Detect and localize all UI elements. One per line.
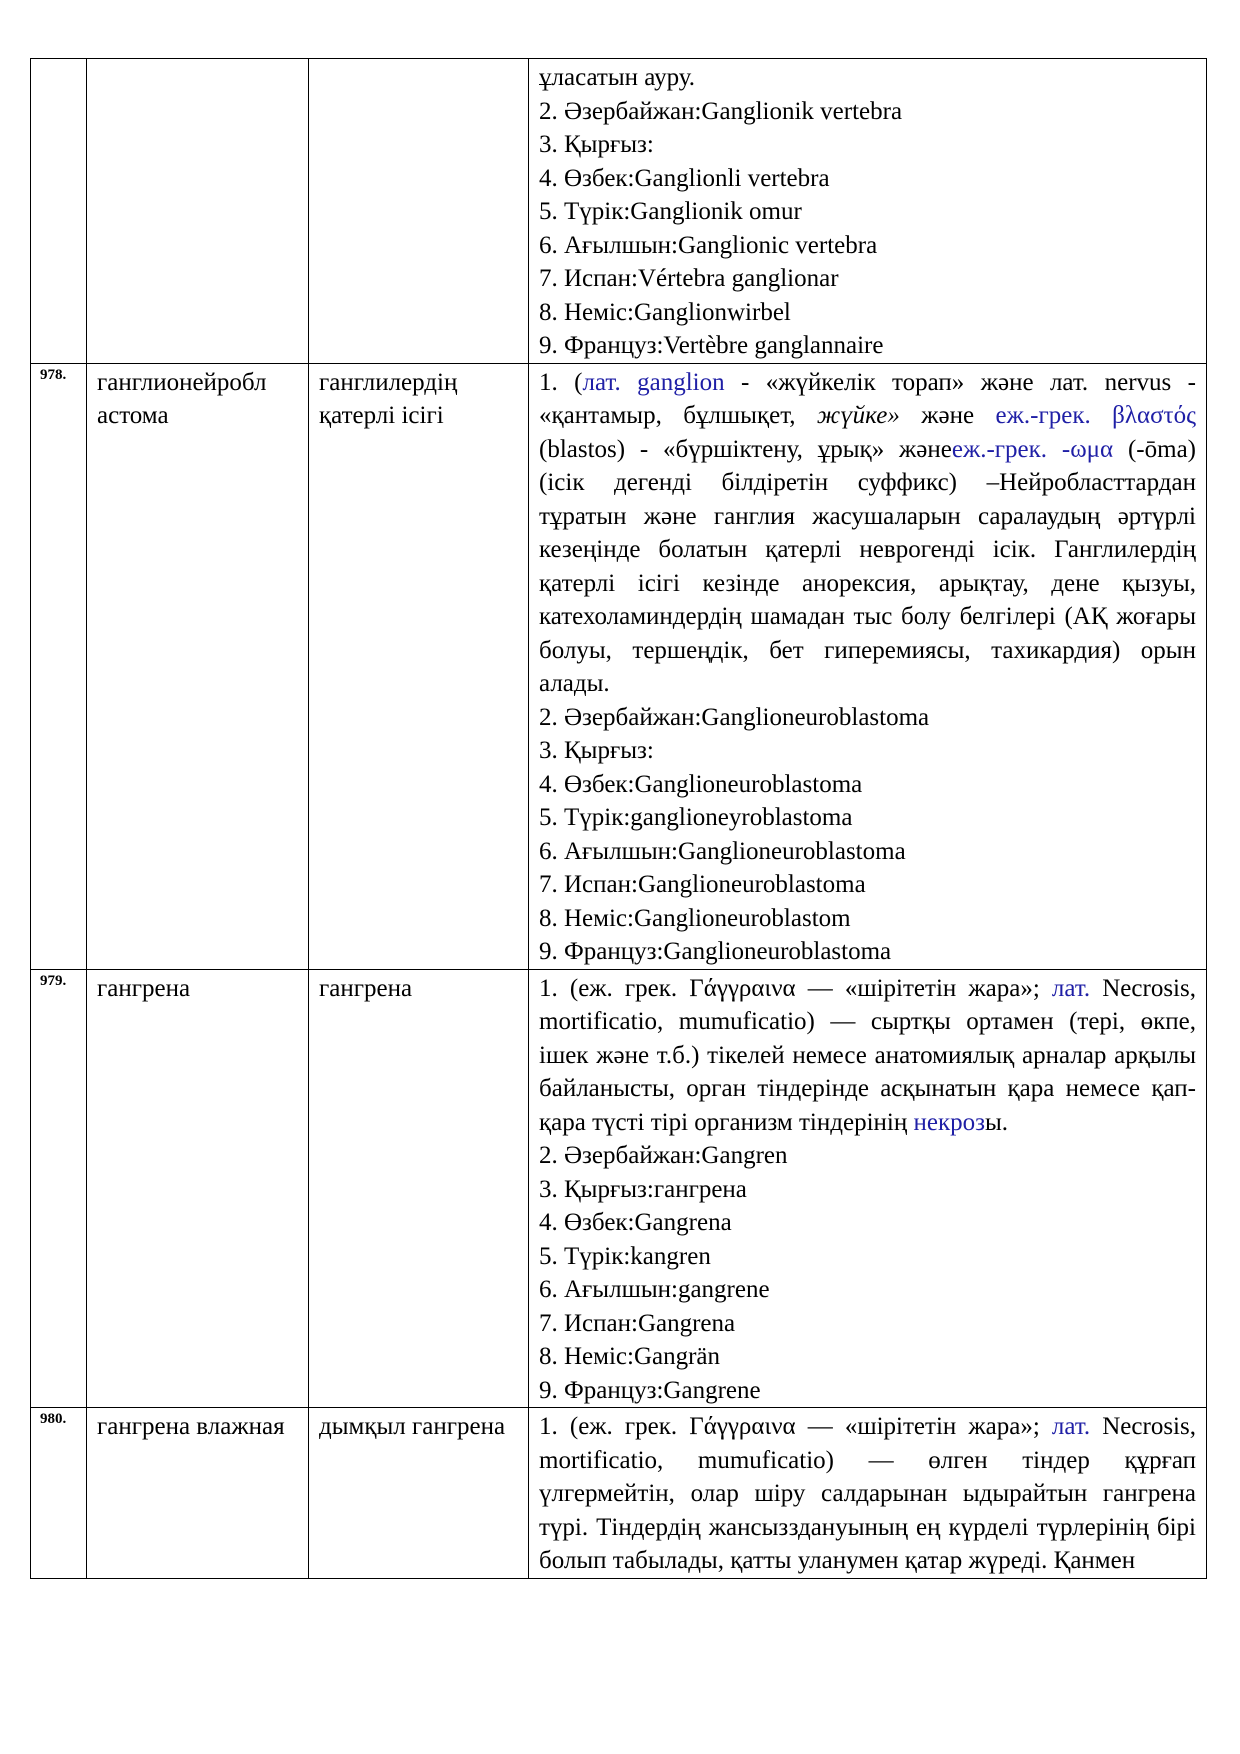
- definition-cell: [529, 59, 1207, 364]
- russian-term: [87, 59, 309, 364]
- etymology-link: еж.-грек. -ωμα: [951, 435, 1114, 463]
- definition-fragment: жүйке»: [816, 402, 900, 429]
- etymology-link: лат.: [1051, 1413, 1091, 1440]
- definition-text: [539, 61, 1196, 95]
- definition-fragment: және: [899, 402, 996, 429]
- translation-line: 5. Түрік:kangren: [539, 1242, 711, 1270]
- kazakh-term: ганглилердің қатерлі ісігі: [309, 363, 529, 969]
- dictionary-page: [30, 58, 1206, 1579]
- definition-text: [539, 366, 1196, 701]
- entry-number: 980.: [31, 1408, 87, 1579]
- russian-term: гангрена: [87, 969, 309, 1408]
- table-body: [31, 59, 1207, 1579]
- translation-line: 3. Қырғыз:: [539, 131, 654, 158]
- kazakh-term: гангрена: [309, 969, 529, 1408]
- translation-line: 9. Француз:Gangrene: [539, 1376, 761, 1404]
- definition-fragment: 1. (еж. грек. Γάγγραινα — «шірітетін жара»;: [539, 974, 1052, 1002]
- entry-number: [31, 59, 87, 364]
- translation-line: 4. Өзбек:Gangrena: [539, 1209, 732, 1236]
- definition-fragment: Necrosis, mortificatio, mumuficatio) — өлген тіндер құрғап үлгермейтін, олар шіру салдарынан ыдырайтын гангрена түрі. Тіндердің жансызздануының ең күрделі түрлерінің бірі болып табылады, қатты уланумен қатар жүреді. Қанмен: [539, 1413, 1196, 1574]
- etymology-link: лат.: [1051, 974, 1091, 1002]
- translation-line: 4. Өзбек:Ganglionli vertebra: [539, 164, 830, 192]
- translation-line: 7. Испан:Gangrena: [539, 1309, 736, 1337]
- definition-fragment: 1. (: [539, 368, 583, 396]
- table-row: [31, 1408, 1207, 1579]
- etymology-link: некроз: [913, 1108, 985, 1136]
- translation-line: 4. Өзбек:Ganglioneuroblastoma: [539, 770, 863, 798]
- definition-fragment: ы.: [984, 1108, 1009, 1136]
- kazakh-term: [309, 59, 529, 364]
- definition-fragment: ұласатын ауру.: [539, 64, 696, 91]
- definition-cell: [529, 969, 1207, 1408]
- entry-number: 978.: [31, 363, 87, 969]
- translation-line: 2. Әзербайжан:Gangren: [539, 1142, 788, 1169]
- translation-line: 3. Қырғыз:гангрена: [539, 1175, 747, 1203]
- definition-text: [539, 1410, 1196, 1578]
- translation-line: 2. Әзербайжан:Ganglionik vertebra: [539, 97, 903, 125]
- definition-cell: [529, 363, 1207, 969]
- translation-line: 7. Испан:Ganglioneuroblastoma: [539, 871, 866, 898]
- definition-fragment: (-ōma) (ісік дегенді білдіретін суффикс) –Нейробласттардан тұратын және ганглия жасушаларын саралаудың әртүрлі кезеңінде болатын қатерлі неврогенді ісік. Ганглилердің қатерлі ісігі кезінде анорексия, арықтау, дене қызуы, катехоламиндердің шамадан тыс болу белгілері (АҚ жоғары болуы, тершеңдік, бет гиперемиясы, тахикардия) орын алады.: [539, 435, 1196, 697]
- translation-line: 2. Әзербайжан:Ganglioneuroblastoma: [539, 703, 930, 731]
- table-row: [31, 59, 1207, 364]
- russian-term: гангрена влажная: [87, 1408, 309, 1579]
- dictionary-table: [30, 58, 1207, 1579]
- etymology-link: лат. ganglion: [582, 368, 725, 396]
- etymology-link: еж.-грек. βλαστός: [995, 402, 1196, 429]
- translation-line: 5. Түрік:ganglioneyroblastoma: [539, 804, 853, 831]
- definition-fragment: 1. (еж. грек. Γάγγραινα — «шірітетін жара»;: [539, 1413, 1052, 1440]
- translation-line: 8. Неміс:Ganglioneuroblastom: [539, 904, 851, 932]
- translation-line: 5. Түрік:Ganglionik omur: [539, 198, 802, 225]
- russian-term: ганглионейробл астома: [87, 363, 309, 969]
- translation-line: 7. Испан:Vértebra ganglionar: [539, 265, 839, 292]
- table-row: [31, 969, 1207, 1408]
- translation-line: 6. Ағылшын:gangrene: [539, 1276, 770, 1303]
- translation-line: 9. Француз:Ganglioneuroblastoma: [539, 938, 892, 965]
- kazakh-term: дымқыл гангрена: [309, 1408, 529, 1579]
- definition-fragment: Necrosis, mortificatio, mumuficatio) — сыртқы ортамен (тері, өкпе, ішек және т.б.) тікелей немесе анатомиялық арналар арқылы байланысты, орган тіндерінде асқынатын қара немесе қап-қара түсті тірі организм тіндерінің: [539, 974, 1196, 1136]
- translation-line: 9. Француз:Vertèbre ganglannaire: [539, 332, 884, 359]
- table-row: [31, 363, 1207, 969]
- translation-line: 6. Ағылшын:Ganglionic vertebra: [539, 231, 878, 259]
- translation-line: 8. Неміс:Gangrän: [539, 1343, 721, 1370]
- definition-text: [539, 972, 1196, 1140]
- definition-cell: [529, 1408, 1207, 1579]
- translation-line: 8. Неміс:Ganglionwirbel: [539, 298, 791, 326]
- definition-fragment: (blastos) - «бүршіктену, ұрық» және: [539, 435, 952, 463]
- definition-fragment: - «жүйкелік торап» және лат. nervus - «қантамыр, бұлшықет,: [539, 368, 1196, 429]
- translation-line: 3. Қырғыз:: [539, 737, 654, 764]
- entry-number: 979.: [31, 969, 87, 1408]
- translation-line: 6. Ағылшын:Ganglioneuroblastoma: [539, 837, 906, 865]
